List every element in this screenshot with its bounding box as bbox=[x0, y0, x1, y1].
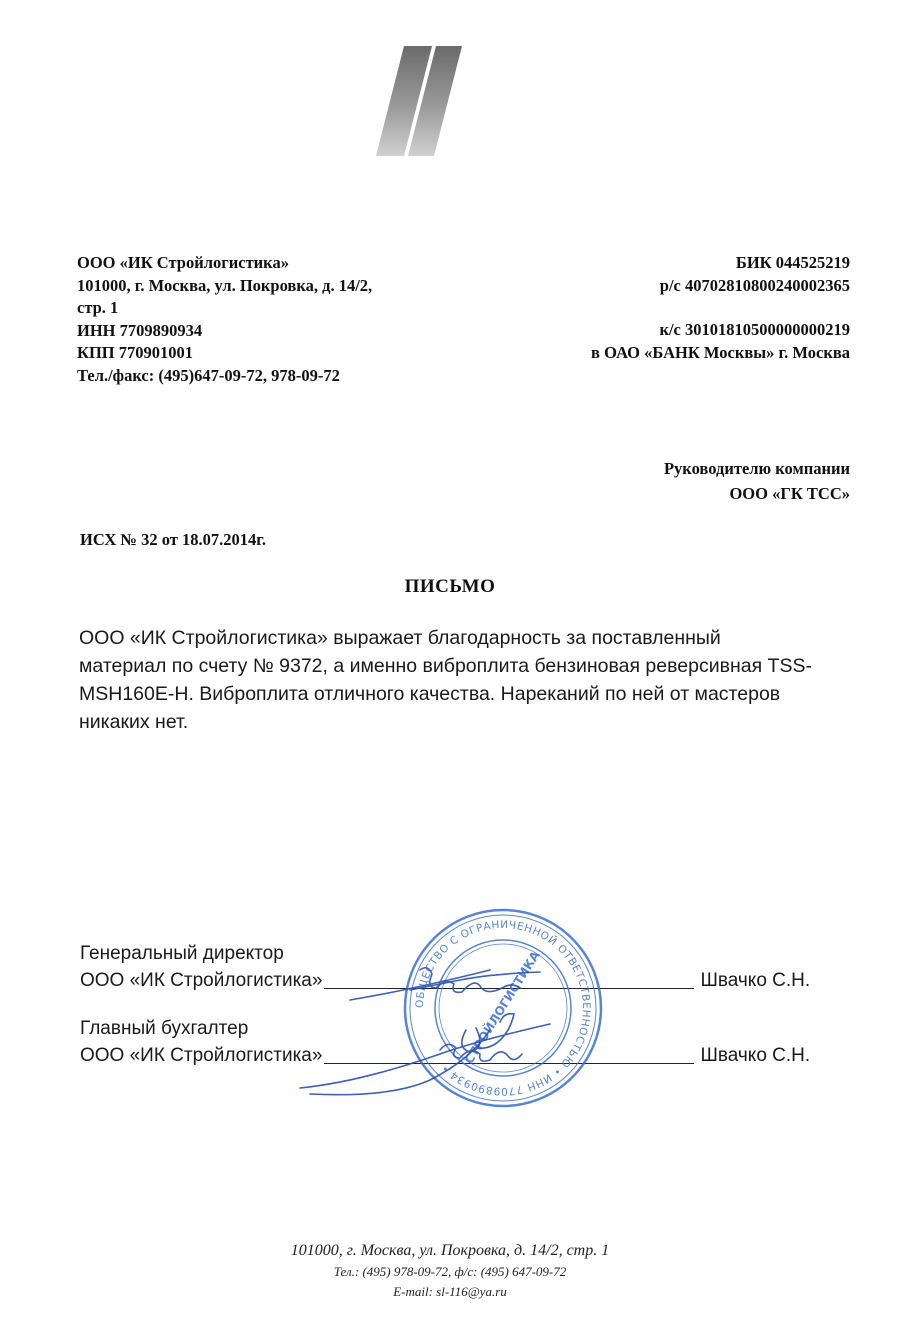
sender-phone: Тел./факс: (495)647-09-72, 978-09-72 bbox=[77, 365, 340, 385]
letter-body bbox=[79, 624, 854, 736]
body-line: никаких нет. bbox=[79, 711, 189, 733]
handwritten-signature bbox=[290, 960, 590, 1105]
sender-name: ООО «ИК Стройлогистика» bbox=[77, 253, 289, 272]
body-line: ООО «ИК Стройлогистика» выражает благодарность за поставленный bbox=[79, 627, 721, 649]
company-logo bbox=[374, 44, 464, 164]
signer-position: Главный бухгалтер bbox=[80, 1018, 249, 1039]
bank-bik: БИК 044525219 bbox=[735, 253, 850, 272]
footer-email: E-mail: sl-116@ya.ru bbox=[393, 1284, 507, 1299]
recipient-line2: ООО «ГК ТСС» bbox=[729, 484, 850, 503]
outgoing-reference: ИСХ № 32 от 18.07.2014г. bbox=[80, 530, 266, 549]
signer-company: ООО «ИК Стройлогистика» bbox=[80, 970, 323, 991]
letter-title: ПИСЬМО bbox=[404, 576, 496, 597]
sender-kpp: КПП 770901001 bbox=[77, 343, 194, 363]
signer-position: Генеральный директор bbox=[80, 943, 284, 964]
recipient-line1: Руководителю компании bbox=[663, 459, 850, 478]
sender-requisites bbox=[77, 252, 457, 388]
body-line: MSH160E-H. Виброплита отличного качества. Нареканий по ней от мастеров bbox=[79, 683, 781, 705]
sender-address-line2: стр. 1 bbox=[77, 298, 119, 318]
sender-inn: ИНН 7709890934 bbox=[77, 320, 203, 340]
sender-address-line1: 101000, г. Москва, ул. Покровка, д. 14/2, bbox=[77, 275, 373, 295]
signer-company: ООО «ИК Стройлогистика» bbox=[80, 1045, 323, 1066]
recipient-block bbox=[664, 456, 850, 506]
bank-requisites bbox=[470, 252, 850, 364]
bank-name: в ОАО «БАНК Москвы» г. Москва bbox=[591, 342, 850, 362]
stamp-center-text: СТРОЙЛОГИСТИКА bbox=[461, 948, 543, 1067]
bank-corr-account: к/с 30101810500000000219 bbox=[659, 320, 850, 340]
letter-footer bbox=[0, 1240, 900, 1302]
signer-name: Швачко С.Н. bbox=[700, 1045, 811, 1066]
footer-address: 101000, г. Москва, ул. Покровка, д. 14/2, стр. 1 bbox=[290, 1242, 610, 1259]
footer-phones: Тел.: (495) 978-09-72, ф/с: (495) 647-09-72 bbox=[333, 1264, 567, 1279]
spacer bbox=[470, 297, 850, 319]
bank-account: р/с 40702810800240002365 bbox=[659, 275, 850, 295]
body-line: материал по счету № 9372, а именно виброплита бензиновая реверсивная TSS- bbox=[79, 655, 812, 677]
stamp-outer-text: ОБЩЕСТВО С ОГРАНИЧЕННОЙ ОТВЕТСТВЕННОСТЬЮ • ИНН 7709890934 • bbox=[413, 918, 593, 1098]
signer-name: Швачко С.Н. bbox=[700, 970, 811, 991]
